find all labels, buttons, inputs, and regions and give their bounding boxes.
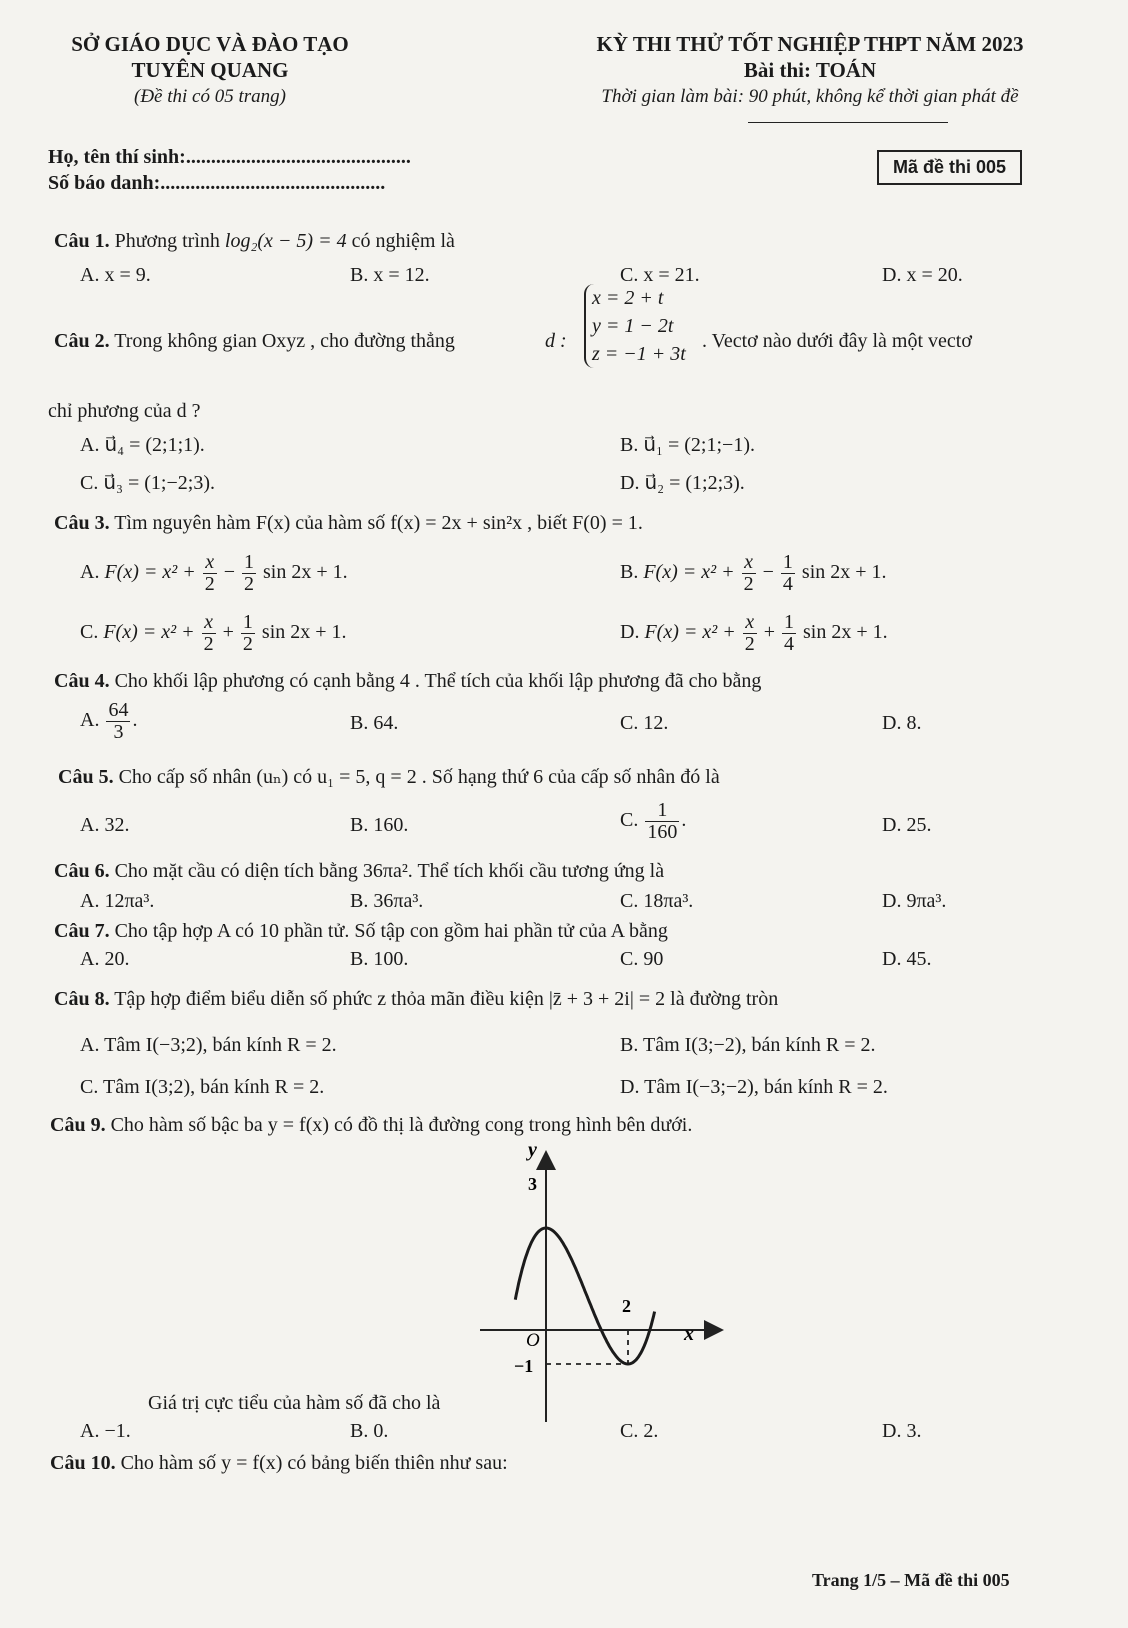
system-eq-z: z = −1 + 3t <box>592 343 686 365</box>
q3-option-c-post: sin 2x + 1. <box>261 621 347 644</box>
q2-option-c: C. u⃗₃ = (1;−2;3). <box>80 472 215 494</box>
q3-option-a <box>80 552 348 595</box>
question-7-label: Câu 7. <box>54 920 110 942</box>
question-5 <box>58 764 720 789</box>
question-1-label: Câu 1. <box>54 230 110 252</box>
question-4-label: Câu 4. <box>54 670 110 692</box>
q5-option-c-letter: C. <box>620 809 639 832</box>
q3a-frac2-num: 1 <box>244 551 255 573</box>
q7-option-b: B. 100. <box>350 948 409 970</box>
line-d-system <box>584 284 686 368</box>
q8-option-b: B. Tâm I(3;−2), bán kính R = 2. <box>620 1034 876 1056</box>
x-axis-label: x <box>684 1323 694 1345</box>
candidate-name-label: Họ, tên thí sinh: <box>48 146 186 168</box>
question-2-text-c: chỉ phương của d ? <box>48 400 201 422</box>
question-10 <box>50 1452 508 1475</box>
question-6-label: Câu 6. <box>54 860 110 882</box>
q3-option-b-pre: F(x) = x² + <box>643 561 735 584</box>
q3a-frac1-num: x <box>203 552 217 574</box>
q6-option-d: D. 9πa³. <box>882 890 947 912</box>
q3c-frac1-den: 2 <box>203 633 214 655</box>
system-eq-y: y = 1 − 2t <box>592 315 674 337</box>
q4a-num: 64 <box>108 699 129 721</box>
q3d-frac2-den: 4 <box>784 633 795 655</box>
q9-option-d: D. 3. <box>882 1420 922 1442</box>
exam-code-box: Mã đề thi 005 <box>877 150 1022 185</box>
q3-option-a-pre: F(x) = x² + <box>104 561 196 584</box>
question-8 <box>54 988 778 1011</box>
q4a-end: . <box>132 709 138 732</box>
q3-option-b-letter: B. <box>620 561 639 584</box>
q4-option-b: B. 64. <box>350 712 399 734</box>
q3-option-d-post: sin 2x + 1. <box>803 621 888 644</box>
q3b-frac1-den: 2 <box>743 573 754 595</box>
q4-option-a-letter: A. <box>80 709 100 732</box>
question-9-text: Cho hàm số bậc ba y = f(x) có đồ thị là đường cong trong hình bên dưới. <box>110 1114 693 1136</box>
q4-option-d: D. 8. <box>882 712 922 734</box>
q3d-frac1-num: x <box>743 612 757 634</box>
question-6 <box>54 860 664 883</box>
q9-option-a: A. −1. <box>80 1420 131 1442</box>
q3-option-d <box>620 612 888 655</box>
question-7 <box>54 920 668 943</box>
q2-option-a: A. u⃗₄ = (2;1;1). <box>80 434 205 456</box>
q3b-frac1-num: x <box>742 552 756 574</box>
question-5-text: Cho cấp số nhân (uₙ) có u₁ = 5, q = 2 . Số hạng thứ 6 của cấp số nhân đó là <box>118 766 720 788</box>
q7-option-c: C. 90 <box>620 948 664 970</box>
q4-option-a <box>80 700 137 743</box>
question-1-text-b: có nghiệm là <box>351 230 455 252</box>
question-9-sub: Giá trị cực tiểu của hàm số đã cho là <box>148 1392 441 1414</box>
question-9-label: Câu 9. <box>50 1114 106 1136</box>
question-5-label: Câu 5. <box>58 766 114 788</box>
q3d-frac1-den: 2 <box>744 633 755 655</box>
candidate-id-dots: ............................................. <box>160 172 386 194</box>
q3c-sign: + <box>222 621 234 644</box>
q7-option-a: A. 20. <box>80 948 130 970</box>
q3-option-c-pre: F(x) = x² + <box>103 621 195 644</box>
q3d-frac2-num: 1 <box>784 611 795 633</box>
question-4 <box>54 670 761 693</box>
q7-option-d: D. 45. <box>882 948 932 970</box>
q8-option-a: A. Tâm I(−3;2), bán kính R = 2. <box>80 1034 337 1056</box>
q9-option-c: C. 2. <box>620 1420 659 1442</box>
question-1-text-a: Phương trình <box>114 230 220 252</box>
question-3 <box>54 512 643 535</box>
question-2-intro <box>54 330 455 353</box>
q3c-frac2-den: 2 <box>242 633 253 655</box>
min-value-label: −1 <box>514 1356 534 1376</box>
q1-option-c: C. x = 21. <box>620 264 700 286</box>
q5-option-c <box>620 800 686 843</box>
department-name: SỞ GIÁO DỤC VÀ ĐÀO TẠO <box>71 32 349 56</box>
q8-option-d: D. Tâm I(−3;−2), bán kính R = 2. <box>620 1076 888 1098</box>
q1-option-a: A. x = 9. <box>80 264 151 286</box>
q2-option-b: B. u⃗₁ = (2;1;−1). <box>620 434 755 456</box>
system-eq-x: x = 2 + t <box>592 287 664 309</box>
q3c-frac2-num: 1 <box>242 611 253 633</box>
question-10-text: Cho hàm số y = f(x) có bảng biến thiên như sau: <box>120 1452 508 1474</box>
q9-option-b: B. 0. <box>350 1420 389 1442</box>
question-9 <box>50 1114 692 1137</box>
question-10-label: Câu 10. <box>50 1452 116 1474</box>
candidate-id-label: Số báo danh: <box>48 172 161 194</box>
question-8-label: Câu 8. <box>54 988 110 1010</box>
question-4-text: Cho khối lập phương có cạnh bằng 4 . Thể tích của khối lập phương đã cho bằng <box>114 670 762 692</box>
q4a-den: 3 <box>113 721 124 743</box>
q3a-sign: − <box>223 561 236 584</box>
department-province: TUYÊN QUANG <box>131 58 289 82</box>
q3b-frac2-den: 4 <box>782 573 793 595</box>
exam-title: KỲ THI THỬ TỐT NGHIỆP THPT NĂM 2023 <box>596 32 1024 56</box>
exam-subject: Bài thi: TOÁN <box>743 58 877 82</box>
question-3-label: Câu 3. <box>54 512 110 534</box>
q3-option-c-letter: C. <box>80 621 99 644</box>
q5-option-b: B. 160. <box>350 814 409 836</box>
q3-option-d-pre: F(x) = x² + <box>644 621 736 644</box>
candidate-name-dots: ............................................. <box>185 146 411 168</box>
candidate-id-line <box>48 172 385 195</box>
candidate-name-line <box>48 146 411 169</box>
q1-option-d: D. x = 20. <box>882 264 963 286</box>
line-d-label: d : <box>545 330 567 352</box>
question-2-text-a: Trong không gian Oxyz , cho đường thẳng <box>114 330 455 352</box>
question-2-label: Câu 2. <box>54 330 110 352</box>
question-1 <box>54 230 455 253</box>
question-8-text: Tập hợp điểm biểu diễn số phức z thỏa mãn điều kiện |z̄ + 3 + 2i| = 2 là đường tròn <box>114 988 779 1010</box>
q3-option-a-post: sin 2x + 1. <box>263 561 348 584</box>
q3c-frac1-num: x <box>202 612 216 634</box>
q5c-den: 160 <box>647 821 678 843</box>
q3-option-b <box>620 552 887 595</box>
q4-option-c: C. 12. <box>620 712 669 734</box>
q5-option-a: A. 32. <box>80 814 130 836</box>
page-footer: Trang 1/5 – Mã đề thi 005 <box>812 1570 1010 1590</box>
q3-option-c <box>80 612 347 655</box>
q2-option-d: D. u⃗₂ = (1;2;3). <box>620 472 745 494</box>
q5-option-d: D. 25. <box>882 814 932 836</box>
q5c-end: . <box>681 809 687 832</box>
q8-option-c: C. Tâm I(3;2), bán kính R = 2. <box>80 1076 325 1098</box>
question-6-text: Cho mặt cầu có diện tích bằng 36πa². Thể tích khối cầu tương ứng là <box>114 860 665 882</box>
exam-time-note: Thời gian làm bài: 90 phút, không kể thời gian phát đề <box>601 86 1019 107</box>
q3a-frac1-den: 2 <box>204 573 215 595</box>
title-underline <box>748 122 948 123</box>
q3d-sign: + <box>763 621 776 644</box>
q3-option-a-letter: A. <box>80 561 100 584</box>
x-min-label: 2 <box>622 1296 631 1316</box>
page-count-note: (Đề thi có 05 trang) <box>134 86 286 107</box>
q6-option-a: A. 12πa³. <box>80 890 155 912</box>
y-axis-label: y <box>528 1140 537 1161</box>
question-7-text: Cho tập hợp A có 10 phần tử. Số tập con gồm hai phần tử của A bằng <box>114 920 668 942</box>
q3b-sign: − <box>762 561 774 584</box>
question-1-expression: log₂(x − 5) = 4 <box>224 230 347 252</box>
q6-option-c: C. 18πa³. <box>620 890 694 912</box>
q3b-frac2-num: 1 <box>782 551 793 573</box>
question-2-text-b: . Vectơ nào dưới đây là một vectơ <box>702 330 972 352</box>
q5c-num: 1 <box>645 800 679 822</box>
q3a-frac2-den: 2 <box>244 573 255 595</box>
cubic-function-graph <box>470 1140 750 1430</box>
origin-label: O <box>526 1330 540 1351</box>
question-3-text: Tìm nguyên hàm F(x) của hàm số f(x) = 2x + sin²x , biết F(0) = 1. <box>114 512 643 534</box>
q6-option-b: B. 36πa³. <box>350 890 424 912</box>
q1-option-b: B. x = 12. <box>350 264 430 286</box>
q3-option-b-post: sin 2x + 1. <box>801 561 887 584</box>
max-value-label: 3 <box>528 1174 537 1194</box>
q3-option-d-letter: D. <box>620 621 640 644</box>
